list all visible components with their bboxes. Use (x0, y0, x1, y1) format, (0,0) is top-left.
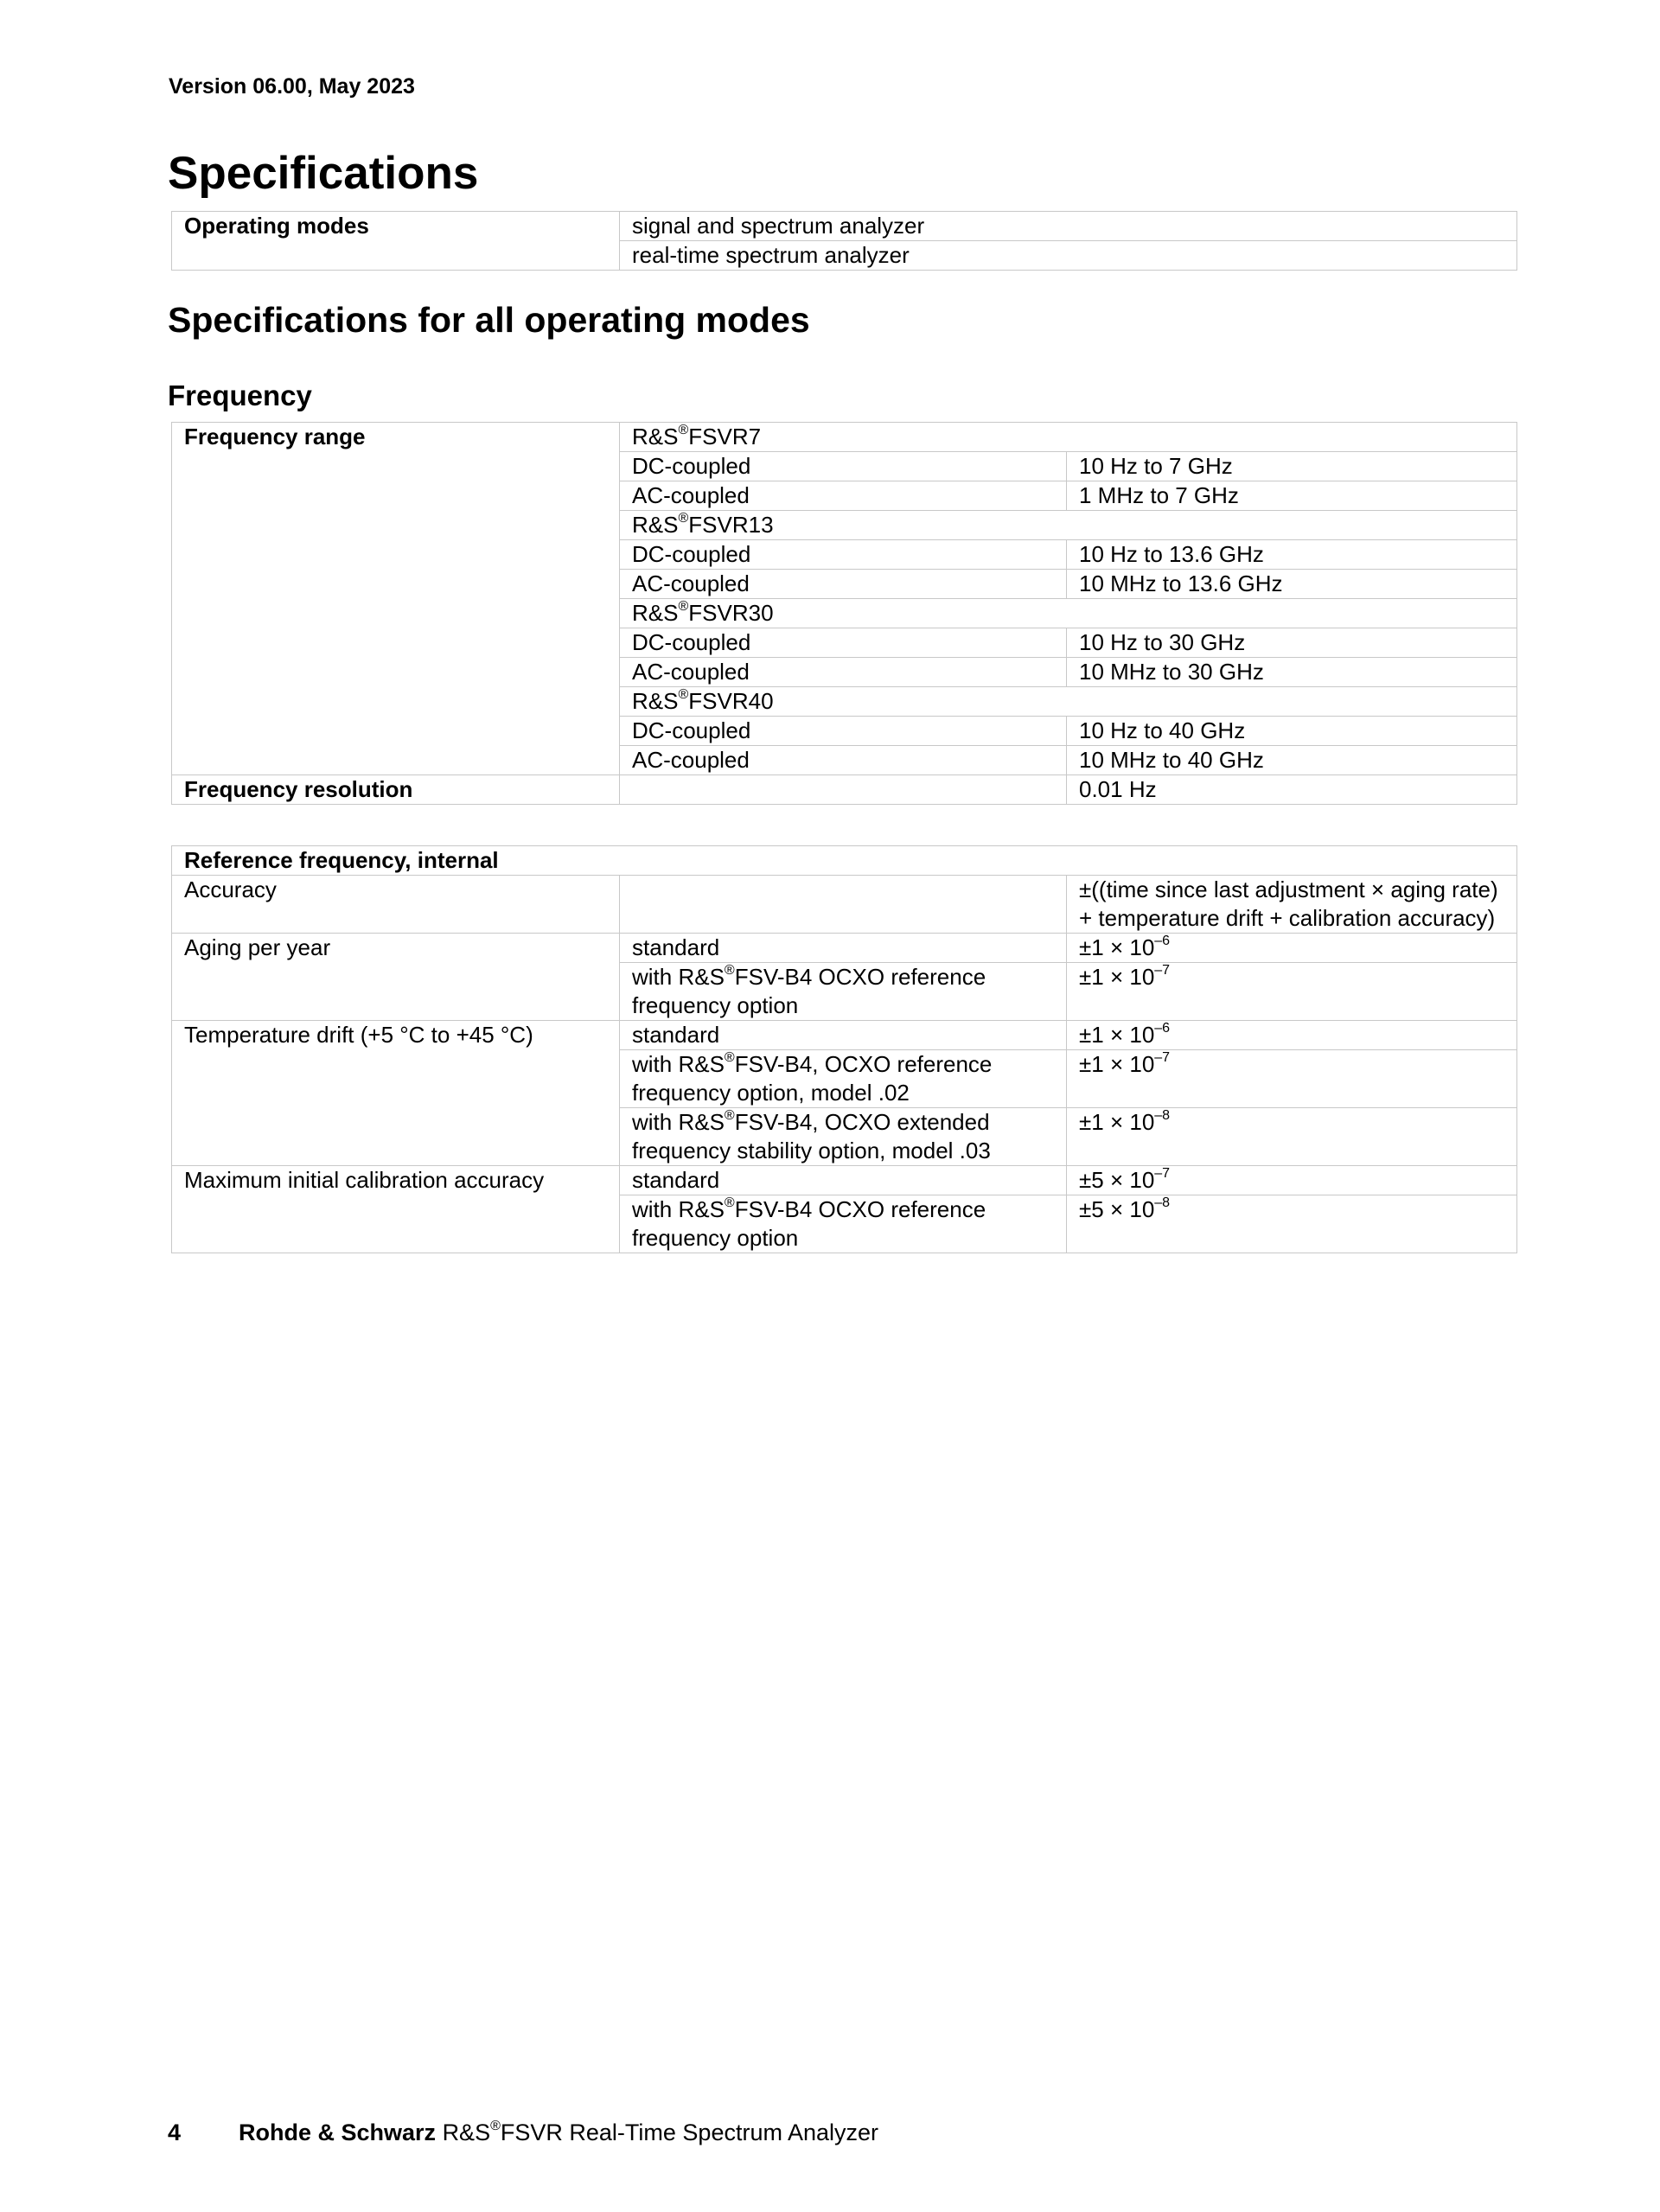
range-value: 1 MHz to 7 GHz (1067, 481, 1517, 511)
condition: with R&S®FSV-B4, OCXO extended frequency stability option, model .03 (620, 1108, 1067, 1166)
page-number: 4 (168, 2120, 182, 2145)
condition: with R&S®FSV-B4 OCXO reference frequency option (620, 1195, 1067, 1253)
spec-value: $\pm 1 \times 10^{-7}$ (1067, 963, 1517, 1021)
spec-value: $\pm 1 \times 10^{-6}$ (1067, 1021, 1517, 1050)
coupling-label: DC-coupled (620, 628, 1067, 658)
condition: with R&S®FSV-B4 OCXO reference frequency option (620, 963, 1067, 1021)
accuracy-value: ±((time since last adjustment × aging rate) + temperature drift + calibration accuracy) (1067, 876, 1517, 934)
spec-value: $\pm 5 \times 10^{-7}$ (1067, 1166, 1517, 1195)
condition: standard (620, 1021, 1067, 1050)
condition: with R&S®FSV-B4, OCXO reference frequency option, model .02 (620, 1050, 1067, 1108)
calibration-accuracy-label: Maximum initial calibration accuracy (172, 1166, 620, 1253)
table-row (172, 212, 1517, 241)
coupling-label: AC-coupled (620, 481, 1067, 511)
page-footer (168, 2120, 878, 2146)
condition: standard (620, 1166, 1067, 1195)
reference-frequency-table (171, 845, 1517, 1253)
range-value: 10 Hz to 40 GHz (1067, 717, 1517, 746)
reference-heading: Reference frequency, internal (172, 846, 1517, 876)
version-header: Version 06.00, May 2023 (169, 74, 415, 99)
footer-brand: Rohde & Schwarz (239, 2120, 437, 2145)
frequency-range-label: Frequency range (172, 423, 620, 775)
range-value: 10 MHz to 40 GHz (1067, 746, 1517, 775)
table-row (172, 934, 1517, 963)
table-row (172, 1021, 1517, 1050)
range-value: 10 Hz to 30 GHz (1067, 628, 1517, 658)
operating-mode-value: real-time spectrum analyzer (620, 241, 1517, 271)
table-row (172, 876, 1517, 934)
operating-mode-value: signal and spectrum analyzer (620, 212, 1517, 241)
coupling-label: DC-coupled (620, 452, 1067, 481)
spec-value: $\pm 1 \times 10^{-6}$ (1067, 934, 1517, 963)
coupling-label: AC-coupled (620, 658, 1067, 687)
page-title: Specifications (168, 148, 479, 199)
empty-cell (620, 775, 1067, 805)
range-value: 10 Hz to 7 GHz (1067, 452, 1517, 481)
model-name: R&S®FSVR13 (620, 511, 1517, 540)
table-row (172, 1166, 1517, 1195)
accuracy-label: Accuracy (172, 876, 620, 934)
frequency-resolution-label: Frequency resolution (172, 775, 620, 805)
table-row (172, 846, 1517, 876)
aging-label: Aging per year (172, 934, 620, 1021)
model-name: R&S®FSVR30 (620, 599, 1517, 628)
empty-cell (620, 876, 1067, 934)
footer-product: R&S®FSVR Real-Time Spectrum Analyzer (442, 2119, 879, 2145)
model-name: R&S®FSVR40 (620, 687, 1517, 717)
frequency-table (171, 422, 1517, 805)
coupling-label: DC-coupled (620, 540, 1067, 570)
spec-value: $\pm 1 \times 10^{-8}$ (1067, 1108, 1517, 1166)
range-value: 10 Hz to 13.6 GHz (1067, 540, 1517, 570)
coupling-label: AC-coupled (620, 570, 1067, 599)
coupling-label: DC-coupled (620, 717, 1067, 746)
section-title: Specifications for all operating modes (168, 300, 810, 340)
frequency-resolution-value: 0.01 Hz (1067, 775, 1517, 805)
operating-modes-table (171, 211, 1517, 271)
model-name: R&S®FSVR7 (620, 423, 1517, 452)
range-value: 10 MHz to 13.6 GHz (1067, 570, 1517, 599)
spec-value: $\pm 1 \times 10^{-7}$ (1067, 1050, 1517, 1108)
coupling-label: AC-coupled (620, 746, 1067, 775)
range-value: 10 MHz to 30 GHz (1067, 658, 1517, 687)
temperature-drift-label: Temperature drift (+5 °C to +45 °C) (172, 1021, 620, 1166)
spec-value: $\pm 5 \times 10^{-8}$ (1067, 1195, 1517, 1253)
frequency-heading: Frequency (168, 379, 312, 411)
table-row (172, 775, 1517, 805)
operating-modes-label: Operating modes (172, 212, 620, 271)
condition: standard (620, 934, 1067, 963)
table-row (172, 423, 1517, 452)
